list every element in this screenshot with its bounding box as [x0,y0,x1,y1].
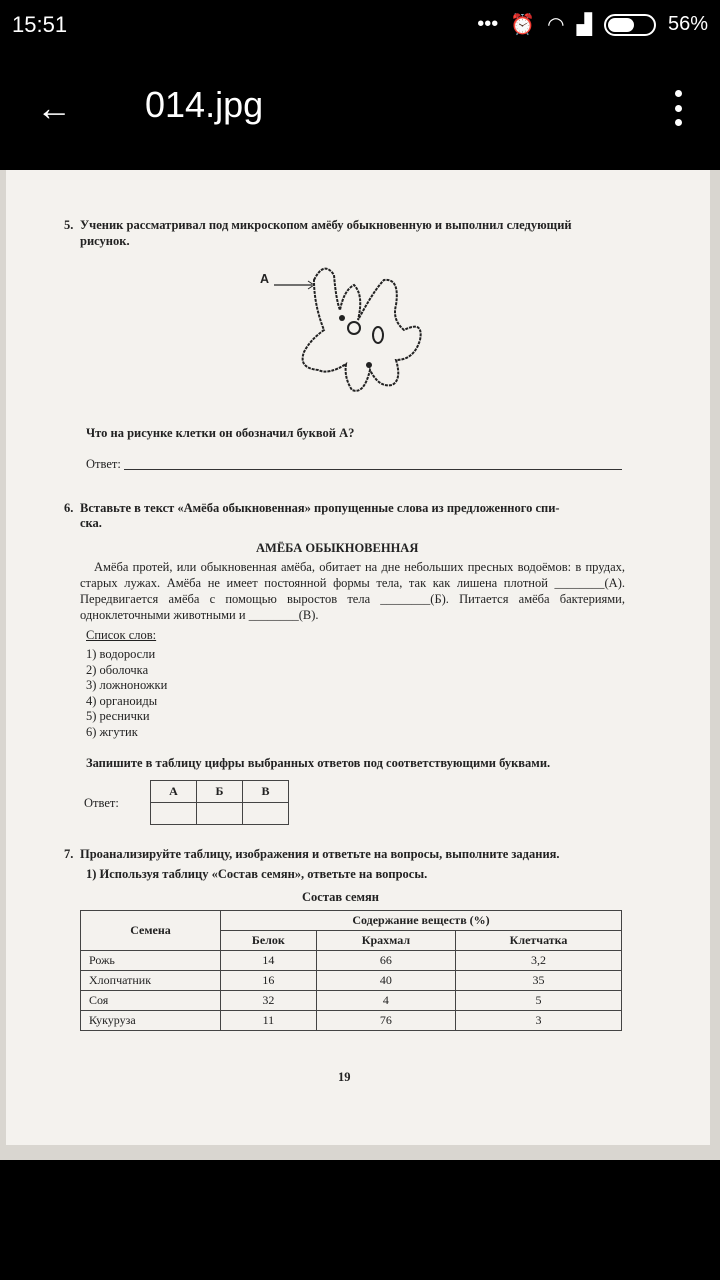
seeds-table-title: Состав семян [302,890,379,904]
q6-text-2: ска. [80,516,102,530]
amoeba-label-a: А [260,272,270,286]
col-a: А [151,781,197,803]
answer-cell-a[interactable] [151,803,197,825]
battery-percent: 56% [667,13,708,35]
seeds-table [80,910,622,1031]
q6-paragraph: Амёба протей, или обыкновенная амёба, обитает на дне небольших пресных водоёмов: в прудах, старых лужах. Амёба не имеет постоянной формы тела, так как лишена плотной ________(А). Передвигается амёба с помощью выростов тела ________(Б). Питается амёба бактериями, одноклеточными животными и ________(В). [80,560,625,622]
header-starch: Крахмал [316,931,455,951]
col-v: В [243,781,289,803]
signal-icon: ▟ [576,14,592,36]
q5-text-2: рисунок. [80,234,130,248]
q6-number: 6. [64,501,74,515]
table-row: Рожь 14 66 3,2 [81,951,622,971]
document-page [6,170,710,1145]
q6-instruction: Запишите в таблицу цифры выбранных ответов под соответствующими буквами. [86,756,551,770]
word-item: 1) водоросли [86,647,156,661]
word-list-title: Список слов: [86,628,157,642]
image-viewer[interactable] [0,170,720,1160]
q5-question: Что на рисунке клетки он обозначил буквой А? [86,426,355,440]
q6-text: Вставьте в текст «Амёба обыкновенная» пропущенные слова из предложенного спи- [80,501,560,515]
back-arrow-icon[interactable]: ← [36,87,72,128]
q7-text: Проанализируйте таблицу, изображения и ответьте на вопросы, выполните задания. [80,847,560,861]
clock: 15:51 [12,12,68,37]
word-item: 6) жгутик [86,724,138,739]
header-protein: Белок [221,931,317,951]
answer-cell-b[interactable] [197,803,243,825]
word-list [86,647,167,740]
q5-answer-line[interactable] [124,469,622,470]
table-row: Кукуруза 11 76 3 [81,1011,622,1031]
word-item: 4) органоиды [86,693,158,708]
wifi-icon: ◠ [547,14,565,36]
more-options-icon[interactable] [668,88,688,128]
file-title: 014.jpg [145,84,264,125]
answer-cell-v[interactable] [243,803,289,825]
amoeba-drawing [274,260,444,405]
col-b: Б [197,781,243,803]
q6-answer-label: Ответ: [84,796,119,810]
word-item: 5) реснички [86,709,150,723]
status-bar [0,0,720,50]
q5-answer-label: Ответ: [86,457,121,471]
answer-table [150,780,289,825]
more-notifications-icon: ••• [477,13,499,35]
q5-text: Ученик рассматривал под микроскопом амёбу обыкновенную и выполнил следующий [80,218,572,232]
header-fiber: Клетчатка [456,931,622,951]
q6-heading: АМЁБА ОБЫКНОВЕННАЯ [256,541,419,555]
word-item: 3) ложноножки [86,678,168,692]
q5-number: 5. [64,218,74,232]
page-number: 19 [338,1070,351,1084]
q7-number: 7. [64,847,74,861]
header-seeds: Семена [81,911,221,951]
battery-icon [604,14,656,36]
word-item: 2) оболочка [86,662,149,677]
table-row: Хлопчатник 16 40 35 [81,971,622,991]
header-substances: Содержание веществ (%) [221,911,622,931]
alarm-icon: ⏰ [510,14,536,36]
app-bar [0,50,720,170]
table-row: Соя 32 4 5 [81,991,622,1011]
q7-subtask: 1) Используя таблицу «Состав семян», ответьте на вопросы. [86,867,428,881]
